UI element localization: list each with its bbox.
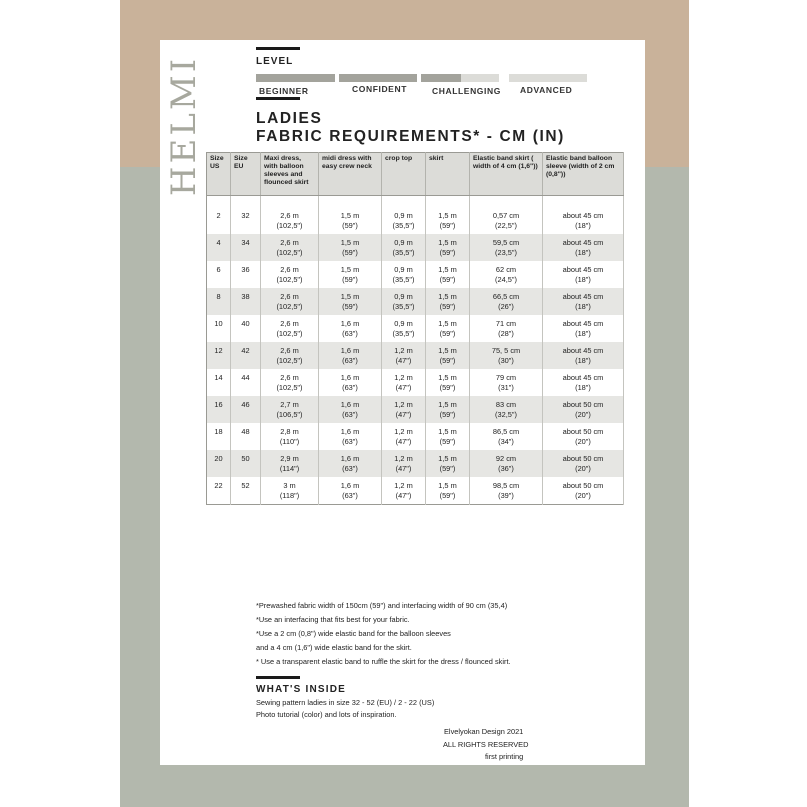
elastic-sleeve-cell-value: about 45 cm — [562, 265, 604, 275]
maxi-dress-cell — [261, 234, 319, 261]
maxi-dress-cell-inches: (102,5") — [276, 328, 303, 338]
midi-dress-cell — [319, 207, 382, 234]
elastic-sleeve-cell-inches: (18") — [575, 247, 591, 257]
maxi-dress-cell-inches: (114") — [279, 463, 300, 473]
elastic-sleeve-cell-value: about 45 cm — [562, 292, 604, 302]
whats-inside-tutorial: Photo tutorial (color) and lots of inspiration. — [256, 710, 397, 719]
note-interfacing: *Use an interfacing that fits best for your fabric. — [256, 615, 410, 624]
crop-top-cell — [382, 234, 426, 261]
size-us-cell — [207, 315, 231, 342]
size-us-cell — [207, 261, 231, 288]
size-eu-cell — [231, 342, 261, 369]
elastic-skirt-cell — [470, 234, 543, 261]
header-elastic-band-skirt: Elastic band skirt ( width of 4 cm (1,6")) — [470, 153, 543, 196]
elastic-sleeve-cell-value: about 45 cm — [562, 211, 604, 221]
size-us-cell — [207, 477, 231, 505]
notes-block — [256, 601, 511, 671]
crop-top-cell-inches: (47") — [395, 463, 412, 473]
midi-dress-cell-inches: (63") — [342, 409, 358, 419]
maxi-dress-cell — [261, 369, 319, 396]
skirt-cell-value: 1,5 m — [438, 427, 457, 437]
elastic-skirt-cell — [470, 207, 543, 234]
size-us-cell-value: 14 — [214, 373, 223, 382]
elastic-skirt-cell-inches: (23,5") — [495, 247, 517, 257]
size-eu-cell-value: 32 — [241, 211, 250, 220]
size-us-cell-value: 2 — [216, 211, 221, 220]
elastic-skirt-cell-value: 75, 5 cm — [491, 346, 521, 356]
crop-top-cell-value: 1,2 m — [394, 373, 413, 383]
size-eu-cell-value: 42 — [241, 346, 250, 355]
maxi-dress-cell — [261, 261, 319, 288]
table-row — [207, 369, 624, 396]
crop-top-cell-value: 1,2 m — [394, 346, 413, 356]
skirt-cell — [426, 477, 470, 505]
elastic-skirt-cell-inches: (32,5") — [495, 409, 517, 419]
elastic-skirt-cell-inches: (24,5") — [495, 274, 517, 284]
elastic-skirt-cell-inches: (30") — [498, 355, 514, 365]
table-row — [207, 234, 624, 261]
skirt-cell — [426, 234, 470, 261]
skirt-cell — [426, 423, 470, 450]
elastic-sleeve-cell-inches: (20") — [575, 409, 591, 419]
header-size-eu: Size EU — [231, 153, 261, 196]
crop-top-cell-inches: (47") — [395, 382, 412, 392]
level-bar-challenging-empty — [461, 74, 499, 82]
elastic-skirt-cell-inches: (36") — [498, 463, 514, 473]
size-us-cell-value: 18 — [214, 427, 223, 436]
crop-top-cell-value: 1,2 m — [394, 454, 413, 464]
crop-top-cell-value: 1,2 m — [394, 427, 413, 437]
elastic-skirt-cell-value: 71 cm — [495, 319, 517, 329]
section-heading-fabric: FABRIC REQUIREMENTS* - CM (IN) — [256, 128, 565, 145]
skirt-cell — [426, 207, 470, 234]
elastic-skirt-cell-value: 83 cm — [495, 400, 517, 410]
elastic-sleeve-cell — [543, 342, 624, 369]
elastic-skirt-cell-inches: (26") — [498, 301, 514, 311]
midi-dress-cell-inches: (59") — [342, 247, 358, 257]
table-row — [207, 342, 624, 369]
level-confident-label: CONFIDENT — [352, 84, 407, 94]
midi-dress-cell-inches: (63") — [342, 490, 358, 500]
skirt-cell-inches: (59") — [439, 382, 456, 392]
level-bar-advanced — [509, 74, 587, 82]
size-eu-cell-value: 46 — [241, 400, 250, 409]
size-eu-cell-value: 52 — [241, 481, 250, 490]
crop-top-cell — [382, 315, 426, 342]
elastic-skirt-cell-value: 86,5 cm — [492, 427, 520, 437]
table-row — [207, 261, 624, 288]
whats-inside-divider — [256, 676, 300, 679]
skirt-cell — [426, 396, 470, 423]
elastic-skirt-cell — [470, 261, 543, 288]
crop-top-cell-value: 0,9 m — [394, 319, 413, 329]
maxi-dress-cell — [261, 396, 319, 423]
skirt-cell-value: 1,5 m — [438, 265, 457, 275]
size-eu-cell-value: 44 — [241, 373, 250, 382]
maxi-dress-cell-value: 2,7 m — [280, 400, 299, 410]
elastic-skirt-cell-inches: (31") — [498, 382, 514, 392]
maxi-dress-cell-inches: (102,5") — [276, 247, 303, 257]
crop-top-cell-value: 0,9 m — [394, 292, 413, 302]
crop-top-cell — [382, 423, 426, 450]
elastic-sleeve-cell — [543, 315, 624, 342]
midi-dress-cell-value: 1,6 m — [340, 454, 360, 464]
crop-top-cell-inches: (47") — [395, 490, 412, 500]
header-skirt: skirt — [426, 153, 470, 196]
skirt-cell-value: 1,5 m — [438, 481, 457, 491]
elastic-skirt-cell-value: 92 cm — [495, 454, 517, 464]
fabric-requirements-table — [206, 152, 624, 505]
elastic-sleeve-cell-value: about 45 cm — [562, 238, 604, 248]
size-us-cell — [207, 369, 231, 396]
maxi-dress-cell — [261, 423, 319, 450]
elastic-sleeve-cell-value: about 50 cm — [562, 454, 604, 464]
level-bar-beginner — [256, 74, 335, 82]
table-row — [207, 288, 624, 315]
elastic-skirt-cell-value: 62 cm — [495, 265, 517, 275]
skirt-cell-value: 1,5 m — [438, 346, 457, 356]
table-row — [207, 450, 624, 477]
level-advanced-label: ADVANCED — [520, 85, 573, 95]
crop-top-cell-inches: (35,5") — [392, 274, 415, 284]
size-us-cell-value: 16 — [214, 400, 223, 409]
size-eu-cell — [231, 369, 261, 396]
midi-dress-cell-inches: (63") — [342, 463, 358, 473]
skirt-cell-inches: (59") — [439, 247, 456, 257]
elastic-skirt-cell-inches: (34") — [498, 436, 514, 446]
size-us-cell-value: 10 — [214, 319, 223, 328]
elastic-sleeve-cell-value: about 45 cm — [562, 346, 604, 356]
size-us-cell — [207, 234, 231, 261]
maxi-dress-cell-value: 2,6 m — [280, 373, 299, 383]
elastic-sleeve-cell-inches: (18") — [575, 274, 591, 284]
crop-top-cell-value: 1,2 m — [394, 481, 413, 491]
size-eu-cell — [231, 207, 261, 234]
elastic-skirt-cell — [470, 342, 543, 369]
copyright-rights: ALL RIGHTS RESERVED — [443, 740, 529, 749]
midi-dress-cell-value: 1,5 m — [340, 292, 360, 302]
elastic-sleeve-cell-inches: (18") — [575, 382, 591, 392]
level-beginner-label: BEGINNER — [259, 86, 309, 96]
header-size-us: Size US — [207, 153, 231, 196]
crop-top-cell-inches: (47") — [395, 409, 412, 419]
midi-dress-cell — [319, 477, 382, 505]
skirt-cell-value: 1,5 m — [438, 454, 457, 464]
elastic-sleeve-cell-inches: (18") — [575, 328, 591, 338]
crop-top-cell-value: 1,2 m — [394, 400, 413, 410]
midi-dress-cell-value: 1,6 m — [340, 319, 360, 329]
skirt-cell-inches: (59") — [439, 463, 456, 473]
skirt-cell-value: 1,5 m — [438, 211, 457, 221]
size-us-cell-value: 20 — [214, 454, 223, 463]
maxi-dress-cell-inches: (102,5") — [276, 301, 303, 311]
size-eu-cell — [231, 423, 261, 450]
size-eu-cell — [231, 450, 261, 477]
note-fabric-width: *Prewashed fabric width of 150cm (59") and interfacing width of 90 cm (35,4) — [256, 601, 508, 610]
maxi-dress-cell-inches: (110") — [279, 436, 300, 446]
midi-dress-cell — [319, 261, 382, 288]
elastic-skirt-cell-value: 79 cm — [495, 373, 517, 383]
maxi-dress-cell-value: 2,6 m — [280, 211, 299, 221]
level-challenging-label: CHALLENGING — [432, 86, 501, 96]
elastic-sleeve-cell-inches: (20") — [575, 490, 591, 500]
midi-dress-cell-inches: (59") — [342, 274, 358, 284]
elastic-sleeve-cell — [543, 261, 624, 288]
table-row — [207, 315, 624, 342]
elastic-skirt-cell — [470, 315, 543, 342]
elastic-skirt-cell — [470, 396, 543, 423]
skirt-cell — [426, 450, 470, 477]
elastic-skirt-cell — [470, 423, 543, 450]
midi-dress-cell-value: 1,5 m — [340, 211, 360, 221]
maxi-dress-cell-inches: (102,5") — [276, 355, 303, 365]
size-eu-cell — [231, 315, 261, 342]
size-us-cell — [207, 207, 231, 234]
size-eu-cell-value: 40 — [241, 319, 250, 328]
level-divider — [256, 47, 300, 50]
elastic-sleeve-cell-inches: (18") — [575, 355, 591, 365]
crop-top-cell-value: 0,9 m — [394, 238, 413, 248]
crop-top-cell — [382, 342, 426, 369]
size-eu-cell-value: 38 — [241, 292, 250, 301]
crop-top-cell-value: 0,9 m — [394, 211, 413, 221]
midi-dress-cell-value: 1,5 m — [340, 238, 360, 248]
header-maxi-dress: Maxi dress, with balloon sleeves and flounced skirt — [261, 153, 319, 196]
maxi-dress-cell-value: 2,6 m — [280, 319, 299, 329]
skirt-cell — [426, 261, 470, 288]
table-row — [207, 477, 624, 505]
size-us-cell-value: 8 — [216, 292, 221, 301]
whats-inside-sizes: Sewing pattern ladies in size 32 - 52 (EU) / 2 - 22 (US) — [256, 698, 435, 707]
level-bar-challenging-filled — [421, 74, 461, 82]
skirt-cell — [426, 315, 470, 342]
crop-top-cell-inches: (47") — [395, 355, 412, 365]
crop-top-cell-inches: (35,5") — [392, 328, 415, 338]
table-row — [207, 396, 624, 423]
header-elastic-band-sleeve: Elastic band balloon sleeve (width of 2 cm (0,8")) — [543, 153, 624, 196]
maxi-dress-cell-value: 2,8 m — [280, 427, 299, 437]
skirt-cell-inches: (59") — [439, 355, 456, 365]
size-eu-cell-value: 36 — [241, 265, 250, 274]
elastic-sleeve-cell-value: about 45 cm — [562, 319, 604, 329]
elastic-sleeve-cell-value: about 45 cm — [562, 373, 604, 383]
elastic-skirt-cell-value: 59,5 cm — [492, 238, 520, 248]
table-body — [207, 196, 624, 505]
midi-dress-cell — [319, 342, 382, 369]
table-spacer-row — [207, 196, 624, 208]
level-label: LEVEL — [256, 56, 294, 67]
maxi-dress-cell — [261, 450, 319, 477]
midi-dress-cell — [319, 234, 382, 261]
maxi-dress-cell — [261, 315, 319, 342]
skirt-cell-value: 1,5 m — [438, 238, 457, 248]
size-eu-cell-value: 50 — [241, 454, 250, 463]
skirt-cell-inches: (59") — [439, 274, 456, 284]
skirt-cell-inches: (59") — [439, 220, 456, 230]
size-us-cell-value: 4 — [216, 238, 221, 247]
midi-dress-cell — [319, 423, 382, 450]
skirt-cell-inches: (59") — [439, 409, 456, 419]
midi-dress-cell-inches: (63") — [342, 328, 358, 338]
elastic-sleeve-cell-inches: (20") — [575, 436, 591, 446]
midi-dress-cell-value: 1,6 m — [340, 346, 360, 356]
elastic-sleeve-cell — [543, 207, 624, 234]
elastic-skirt-cell — [470, 369, 543, 396]
maxi-dress-cell — [261, 288, 319, 315]
size-eu-cell — [231, 288, 261, 315]
size-eu-cell — [231, 261, 261, 288]
midi-dress-cell-inches: (63") — [342, 436, 358, 446]
note-skirt-elastic: and a 4 cm (1,6") wide elastic band for the skirt. — [256, 643, 412, 652]
maxi-dress-cell-value: 2,6 m — [280, 346, 299, 356]
midi-dress-cell-inches: (63") — [342, 382, 358, 392]
size-eu-cell — [231, 477, 261, 505]
copyright-printing: first printing — [485, 752, 524, 761]
size-us-cell-value: 22 — [214, 481, 223, 490]
size-eu-cell — [231, 396, 261, 423]
crop-top-cell — [382, 369, 426, 396]
crop-top-cell-inches: (35,5") — [392, 301, 415, 311]
note-transparent-elastic: * Use a transparent elastic band to ruffle the skirt for the dress / flounced skirt. — [256, 657, 511, 666]
section-heading-ladies: LADIES — [256, 110, 323, 127]
skirt-cell-inches: (59") — [439, 328, 456, 338]
skirt-cell-inches: (59") — [439, 490, 456, 500]
size-eu-cell-value: 48 — [241, 427, 250, 436]
maxi-dress-cell-inches: (102,5") — [276, 382, 303, 392]
skirt-cell — [426, 288, 470, 315]
midi-dress-cell — [319, 288, 382, 315]
note-sleeve-elastic: *Use a 2 cm (0,8") wide elastic band for the balloon sleeves — [256, 629, 451, 638]
header-midi-dress: midi dress with easy crew neck — [319, 153, 382, 196]
elastic-skirt-cell-inches: (28") — [498, 328, 514, 338]
maxi-dress-cell — [261, 342, 319, 369]
midi-dress-cell-value: 1,6 m — [340, 373, 360, 383]
elastic-sleeve-cell-value: about 50 cm — [562, 400, 604, 410]
table-header-row — [207, 153, 624, 196]
size-eu-cell-value: 34 — [241, 238, 250, 247]
elastic-sleeve-cell-inches: (20") — [575, 463, 591, 473]
skirt-cell-value: 1,5 m — [438, 292, 457, 302]
crop-top-cell — [382, 207, 426, 234]
crop-top-cell-inches: (35,5") — [392, 247, 415, 257]
elastic-sleeve-cell — [543, 396, 624, 423]
elastic-skirt-cell-value: 0,57 cm — [492, 211, 520, 221]
maxi-dress-cell-value: 3 m — [283, 481, 296, 491]
maxi-dress-cell-value: 2,6 m — [280, 265, 299, 275]
table-row — [207, 207, 624, 234]
crop-top-cell-value: 0,9 m — [394, 265, 413, 275]
midi-dress-cell — [319, 315, 382, 342]
size-us-cell-value: 6 — [216, 265, 221, 274]
midi-dress-cell-inches: (63") — [342, 355, 358, 365]
elastic-skirt-cell — [470, 477, 543, 505]
maxi-dress-cell-inches: (118") — [279, 490, 300, 500]
maxi-dress-cell-inches: (102,5") — [276, 274, 303, 284]
elastic-skirt-cell — [470, 288, 543, 315]
header-crop-top: crop top — [382, 153, 426, 196]
maxi-dress-cell — [261, 477, 319, 505]
midi-dress-cell-value: 1,6 m — [340, 427, 360, 437]
maxi-dress-cell-value: 2,6 m — [280, 292, 299, 302]
crop-top-cell-inches: (35,5") — [392, 220, 415, 230]
size-eu-cell — [231, 234, 261, 261]
midi-dress-cell-value: 1,5 m — [340, 265, 360, 275]
skirt-cell — [426, 342, 470, 369]
midi-dress-cell-value: 1,6 m — [340, 481, 360, 491]
size-us-cell — [207, 288, 231, 315]
pattern-name-vertical: HELMI — [164, 55, 205, 196]
elastic-sleeve-cell-value: about 50 cm — [562, 427, 604, 437]
level-bar-confident — [339, 74, 417, 82]
crop-top-cell-inches: (47") — [395, 436, 412, 446]
crop-top-cell — [382, 261, 426, 288]
copyright-company: Elvelyokan Design 2021 — [444, 727, 524, 736]
skirt-cell-value: 1,5 m — [438, 400, 457, 410]
elastic-skirt-cell-inches: (22,5") — [495, 220, 517, 230]
elastic-skirt-cell — [470, 450, 543, 477]
size-us-cell — [207, 450, 231, 477]
size-us-cell-value: 12 — [214, 346, 223, 355]
crop-top-cell — [382, 477, 426, 505]
maxi-dress-cell-value: 2,9 m — [280, 454, 299, 464]
elastic-sleeve-cell — [543, 423, 624, 450]
skirt-cell-value: 1,5 m — [438, 319, 457, 329]
skirt-cell-inches: (59") — [439, 301, 456, 311]
elastic-sleeve-cell-value: about 50 cm — [562, 481, 604, 491]
midi-dress-cell-inches: (59") — [342, 301, 358, 311]
whats-inside-title: WHAT'S INSIDE — [256, 684, 347, 695]
size-us-cell — [207, 396, 231, 423]
crop-top-cell — [382, 288, 426, 315]
elastic-sleeve-cell-inches: (18") — [575, 301, 591, 311]
maxi-dress-cell — [261, 207, 319, 234]
midi-dress-cell — [319, 450, 382, 477]
size-us-cell — [207, 423, 231, 450]
crop-top-cell — [382, 450, 426, 477]
elastic-sleeve-cell — [543, 450, 624, 477]
elastic-skirt-cell-value: 66,5 cm — [492, 292, 520, 302]
midi-dress-cell — [319, 396, 382, 423]
midi-dress-cell-inches: (59") — [342, 220, 358, 230]
elastic-sleeve-cell-inches: (18") — [575, 220, 591, 230]
elastic-sleeve-cell — [543, 477, 624, 505]
elastic-skirt-cell-inches: (39") — [498, 490, 514, 500]
elastic-skirt-cell-value: 98,5 cm — [492, 481, 520, 491]
maxi-dress-cell-inches: (106,5") — [276, 409, 303, 419]
elastic-sleeve-cell — [543, 234, 624, 261]
skirt-cell-value: 1,5 m — [438, 373, 457, 383]
crop-top-cell — [382, 396, 426, 423]
elastic-sleeve-cell — [543, 369, 624, 396]
maxi-dress-cell-value: 2,6 m — [280, 238, 299, 248]
midi-dress-cell-value: 1,6 m — [340, 400, 360, 410]
midi-dress-cell — [319, 369, 382, 396]
maxi-dress-cell-inches: (102,5") — [276, 220, 303, 230]
skirt-cell-inches: (59") — [439, 436, 456, 446]
table-row — [207, 423, 624, 450]
size-us-cell — [207, 342, 231, 369]
skirt-cell — [426, 369, 470, 396]
level-underline — [256, 97, 300, 100]
elastic-sleeve-cell — [543, 288, 624, 315]
